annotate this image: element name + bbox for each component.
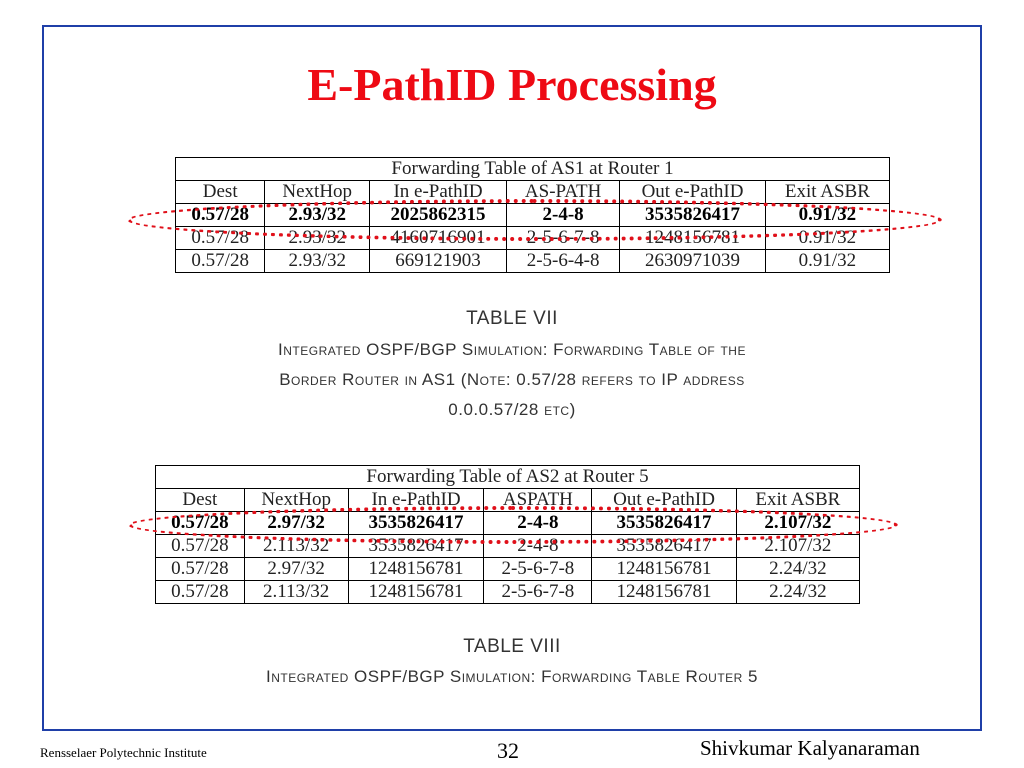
- table-cell: 2.113/32: [244, 581, 348, 604]
- column-header: Exit ASBR: [736, 489, 859, 512]
- highlight-oval-table2: [128, 506, 898, 544]
- table-cell: 3535826417: [592, 512, 736, 535]
- table-cell: 0.57/28: [156, 535, 245, 558]
- table-row: [176, 250, 890, 273]
- table-cell: 0.57/28: [156, 558, 245, 581]
- table-label: TABLE VIII: [463, 636, 561, 657]
- table-cell: 0.57/28: [176, 204, 265, 227]
- table-caption-row: [176, 158, 890, 181]
- column-header: AS-PATH: [506, 181, 619, 204]
- table-cell: 2.97/32: [244, 558, 348, 581]
- footer-author: Shivkumar Kalyanaraman: [700, 736, 920, 760]
- table-description-line: Integrated OSPF/BGP Simulation: Forwarding Table Router 5: [266, 667, 758, 686]
- table-cell: 2-4-8: [484, 512, 592, 535]
- table-cell: 2.93/32: [265, 227, 370, 250]
- table-cell: 2.113/32: [244, 535, 348, 558]
- table-cell: 3535826417: [348, 535, 484, 558]
- table-cell: 2.24/32: [736, 558, 859, 581]
- table-cell: 2630971039: [620, 250, 766, 273]
- table-cell: 1248156781: [592, 558, 736, 581]
- table-label: TABLE VII: [466, 308, 558, 329]
- table-cell: 1248156781: [620, 227, 766, 250]
- table-caption: Forwarding Table of AS1 at Router 1: [176, 158, 890, 181]
- footer-institution: Rensselaer Polytechnic Institute: [40, 745, 207, 760]
- table-cell: 2-5-6-4-8: [506, 250, 619, 273]
- table-cell: 0.57/28: [176, 250, 265, 273]
- table-cell: 1248156781: [348, 581, 484, 604]
- table-caption-row: [156, 466, 860, 489]
- table-cell: 3535826417: [592, 535, 736, 558]
- column-header: Exit ASBR: [765, 181, 889, 204]
- table-cell: 3535826417: [348, 512, 484, 535]
- table-cell: 2.97/32: [244, 512, 348, 535]
- table-cell: 2.93/32: [265, 204, 370, 227]
- table-description-line: Border Router in AS1 (Note: 0.57/28 refers to IP address: [279, 370, 745, 389]
- table-row: [156, 558, 860, 581]
- table-cell: 2-4-8: [484, 535, 592, 558]
- table-cell: 0.57/28: [156, 581, 245, 604]
- page-number: 32: [497, 738, 519, 763]
- table-cell: 2-5-6-7-8: [484, 581, 592, 604]
- table-cell: 1248156781: [348, 558, 484, 581]
- column-header: ASPATH: [484, 489, 592, 512]
- column-header: NextHop: [244, 489, 348, 512]
- column-header: In e-PathID: [348, 489, 484, 512]
- table-cell: 0.57/28: [176, 227, 265, 250]
- table-cell: 2-5-6-7-8: [506, 227, 619, 250]
- table-cell: 0.91/32: [765, 250, 889, 273]
- table-cell: 1248156781: [592, 581, 736, 604]
- column-header: Dest: [156, 489, 245, 512]
- table-cell: 2-5-6-7-8: [484, 558, 592, 581]
- table-row: [156, 581, 860, 604]
- slide-title: E-PathID Processing: [307, 59, 717, 110]
- table-cell: 2.93/32: [265, 250, 370, 273]
- table-cell: 0.91/32: [765, 227, 889, 250]
- table-cell: 2-4-8: [506, 204, 619, 227]
- table-cell: 3535826417: [620, 204, 766, 227]
- table-cell: 0.57/28: [156, 512, 245, 535]
- table-cell: 4160716901: [370, 227, 507, 250]
- table-description-line: Integrated OSPF/BGP Simulation: Forwarding Table of the: [278, 340, 746, 359]
- table-cell: 2025862315: [370, 204, 507, 227]
- table-cell: 2.107/32: [736, 535, 859, 558]
- table-cell: 0.91/32: [765, 204, 889, 227]
- table-cell: 669121903: [370, 250, 507, 273]
- table-caption: Forwarding Table of AS2 at Router 5: [156, 466, 860, 489]
- highlight-oval-table1: [127, 199, 942, 241]
- table-cell: 2.24/32: [736, 581, 859, 604]
- table-cell: 2.107/32: [736, 512, 859, 535]
- column-header: NextHop: [265, 181, 370, 204]
- column-header: Out e-PathID: [620, 181, 766, 204]
- column-header: Dest: [176, 181, 265, 204]
- column-header: In e-PathID: [370, 181, 507, 204]
- table-description-line: 0.0.0.57/28 etc): [448, 400, 576, 419]
- column-header: Out e-PathID: [592, 489, 736, 512]
